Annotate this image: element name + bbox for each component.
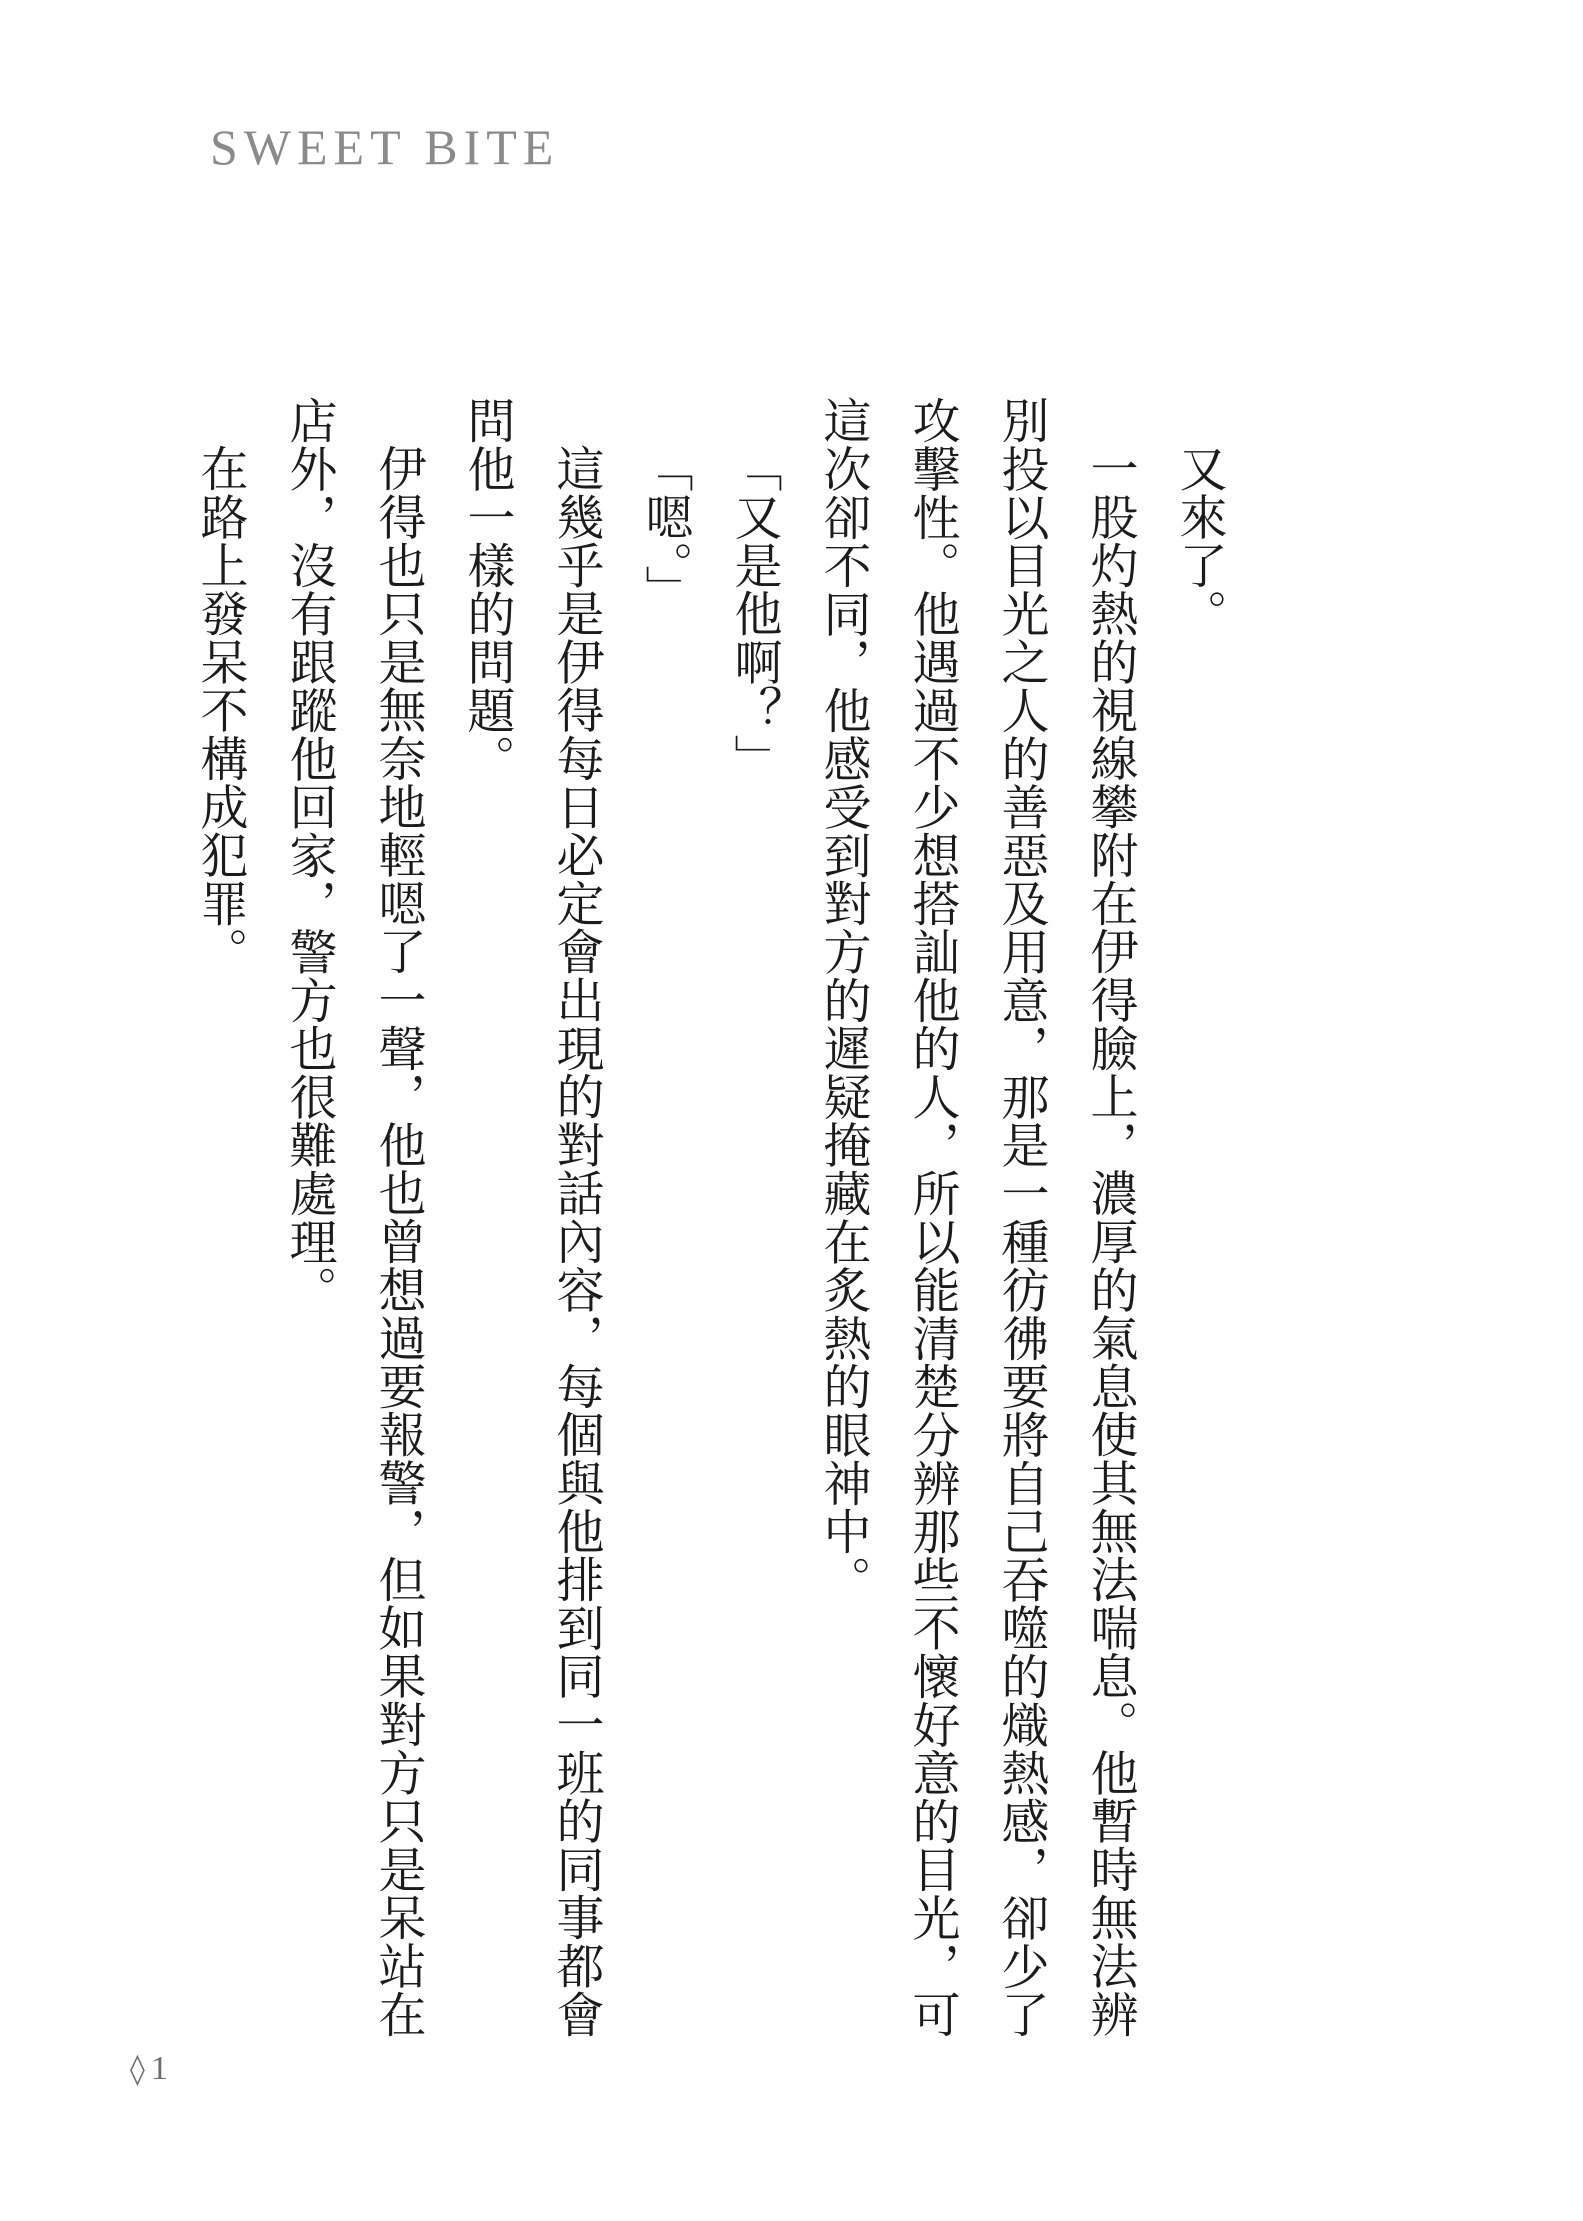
body-text xyxy=(175,396,1243,2046)
paragraph: 「又是他啊？」 xyxy=(726,444,782,783)
running-head: SWEET BITE xyxy=(210,119,560,175)
page-number: 1 xyxy=(150,2050,170,2087)
diamond-icon: ◊ xyxy=(130,2052,147,2087)
paragraph: 伊得也只是無奈地輕嗯了一聲，他也曾想過要報警，但如果對方只是呆站在店外，沒有跟蹤他回家，警方也很難處理。 xyxy=(281,396,426,2038)
paragraph: 又來了。 xyxy=(1171,444,1227,638)
paragraph: 「嗯。」 xyxy=(637,444,693,614)
paragraph: 一股灼熱的視線攀附在伊得臉上，濃厚的氣息使其無法喘息。他暫時無法辨別投以目光之人的善惡及用意，那是一種彷彿要將自己吞噬的熾熱感，卻少了攻擊性。他遇過不少想搭訕他的人，所以能清楚分辨那些不懷好意的目光，可這次卻不同，他感受到對方的遲疑掩藏在炙熱的眼神中。 xyxy=(815,396,1138,2039)
paragraph: 在路上發呆不構成犯罪。 xyxy=(192,444,248,976)
page-folio xyxy=(130,2050,170,2088)
paragraph: 這幾乎是伊得每日必定會出現的對話內容，每個與他排到同一班的同事都會問他一樣的問題。 xyxy=(459,396,604,2038)
